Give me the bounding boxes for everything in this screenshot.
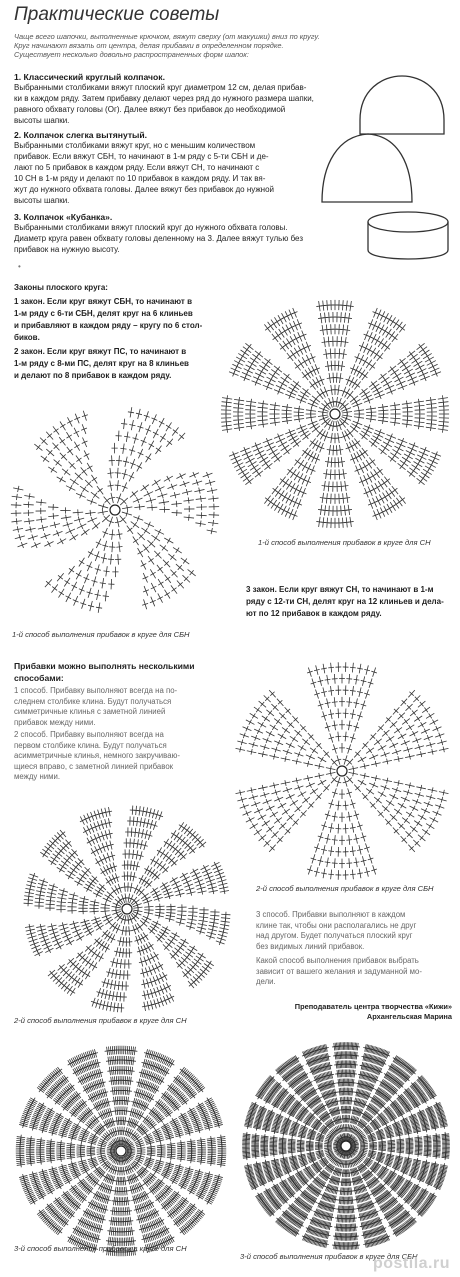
law3-block: 3 закон. Если круг вяжут СН, то начинают в 1-м ряду с 12-ти СН, делят круг на 12 клиньев и дела- ют по 12 прибавок в каждом ряду.	[246, 585, 444, 618]
elongated-hat-illustration	[316, 128, 416, 208]
hat-section-3: 3. Колпачок «Кубанка». Выбранными столбиками вяжут плоский круг до нужного обхвата головы. Диаметр круга равен обхвату головы деленному на 3. Далее вяжут тулью без прибавок на нужную высоту.	[14, 212, 303, 254]
crochet-diagram-12-wedges	[220, 296, 450, 532]
hat-section-2: 2. Колпачок слегка вытянутый. Выбранными столбиками вяжут круг, но с меньшим количеством прибавок. Если вяжут СБН, то начинают в 1-м ряду с 5-ти СБН и де- лают по 5 прибавок в каждом ряду. Если вяжут СН, то начинают с 10 СН в 1-м ряду и делают по 10 прибавок в каждом ряду. И так вя- жут до нужного обхвата головы. Далее вяжут без прибавок до нужной высоты шапки.	[14, 130, 275, 205]
watermark-logo: postila.ru	[372, 1255, 450, 1272]
hat-section-1: 1. Классический круглый колпачок. Выбранными столбиками вяжут плоский круг диаметром 12 см, делая прибав- ки в каждом ряду. Затем прибавку делают через ряд до нужного размера шапки, равного обхвату головы (Ог). Далее вяжут без прибавок до необходимой высоты шапки.	[14, 72, 314, 125]
page-title: Практические советы	[14, 4, 220, 25]
caption-3: 2-й способ выполнения прибавок в круге для СБН	[256, 884, 434, 893]
method3-block: 3 способ. Прибавки выполняют в каждом клине так, чтобы они располагались не друг над другом. Будет получаться плоский круг без видимых линий прибавок. Какой способ выполнения прибавок выбрать зависит от вашего желания и задуманной мо- дели.	[256, 910, 422, 986]
caption-2: 1-й способ выполнения прибавок в круге для СБН	[12, 630, 190, 639]
author-credit: Преподаватель центра творчества «Кижи» Архангельская Марина	[294, 1002, 452, 1021]
caption-4: 2-й способ выполнения прибавок в круге для СН	[14, 1016, 187, 1025]
crochet-diagram-method3-sn	[10, 1044, 232, 1258]
crochet-diagram-method3-sbn	[238, 1040, 454, 1252]
laws-block: Законы плоского круга: 1 закон. Если круг вяжут СБН, то начинают в 1-м ряду с 6-ти СБН, делят круг на 6 клиньев и прибавляют в каждом ряду – кругу по 6 стол- биков. 2 закон. Если круг вяжут ПС, то начинают в 1-м ряду с 8-ми ПС, делят круг на 8 клиньев и делают по 8 прибавок в каждом ряду.	[14, 283, 203, 380]
caption-5: 3-й способ выполнения прибавок в круге для СН	[14, 1244, 187, 1253]
crochet-diagram-method2-sn	[20, 804, 234, 1014]
kubanka-hat-illustration	[362, 206, 456, 266]
caption-6: 3-й способ выполнения прибавок в круге для СБН	[240, 1252, 418, 1261]
crochet-diagram-6-wedges	[10, 400, 220, 620]
crochet-diagram-method2-sbn	[232, 660, 452, 882]
caption-1: 1-й способ выполнения прибавок в круге для СН	[258, 538, 431, 547]
bullet-mark: •	[18, 262, 21, 271]
methods-block: Прибавки можно выполнять несколькими способами: 1 способ. Прибавку выполняют всегда на по- следнем столбике клина. Будут получаться симметричные клинья с заметной линией прибавок между ними. 2 способ. Прибавку выполняют всегда на первом столбике клина. Будут получаться асимметричные клинья, немного закручиваю- щиеся вправо, с заметной линией прибавок между ними.	[14, 661, 195, 781]
intro-text: Чаще всего шапочки, выполненные крючком, вяжут сверху (от макушки) вниз по кругу. Круг начинают вязать от центра, делая прибавки в определенном порядке. Существует несколько довольно распространенных форм шапок:	[14, 32, 320, 59]
